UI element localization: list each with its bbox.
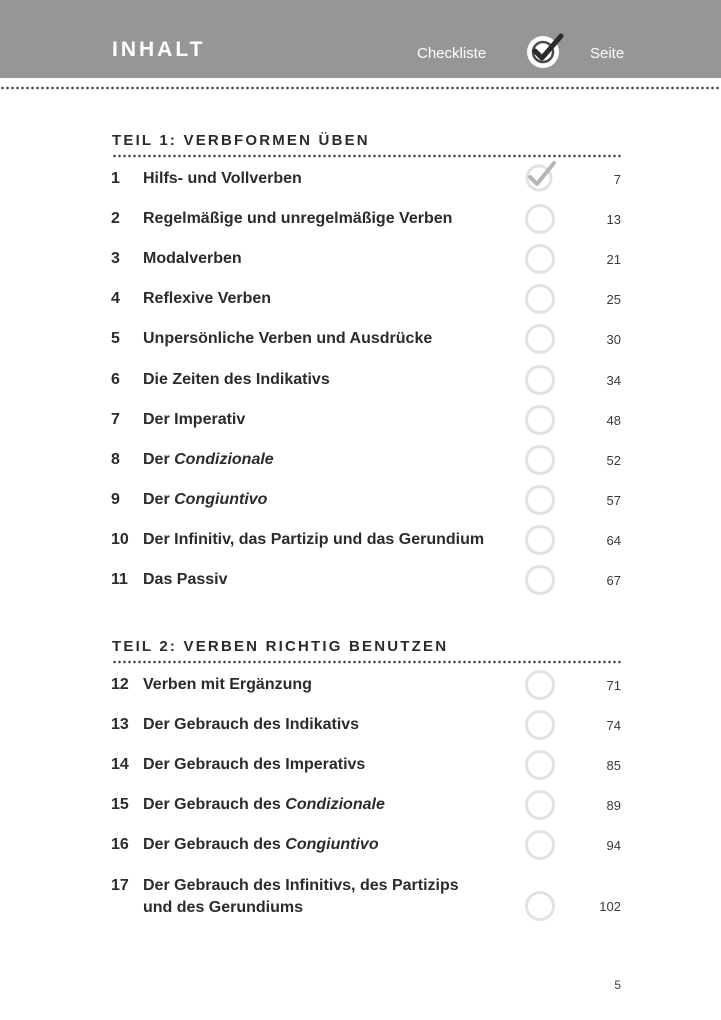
entry-page-number: 25 bbox=[606, 292, 621, 308]
checkbox-circle[interactable] bbox=[525, 670, 555, 700]
checkbox-circle[interactable] bbox=[525, 830, 555, 860]
entry-title-text: Regelmäßige und unregelmäßige Verben bbox=[143, 210, 453, 228]
entry-title-text: Reflexive Verben bbox=[143, 290, 272, 308]
entry-number: 14 bbox=[111, 756, 129, 774]
checkbox-circle[interactable] bbox=[525, 244, 555, 274]
entry-title bbox=[143, 569, 503, 591]
checkbox-circle[interactable] bbox=[525, 405, 555, 435]
checkbox-circle[interactable] bbox=[525, 565, 555, 595]
entry-number: 6 bbox=[111, 370, 120, 388]
entry-page-number: 30 bbox=[606, 332, 621, 348]
entry-number: 17 bbox=[111, 876, 129, 894]
entry-title bbox=[143, 328, 503, 350]
entry-number: 3 bbox=[111, 250, 120, 268]
entry-title-text: Der bbox=[143, 490, 175, 508]
entry-title bbox=[143, 449, 503, 471]
entry-page-number: 21 bbox=[606, 252, 621, 268]
entry-title bbox=[143, 875, 503, 919]
entry-number: 2 bbox=[111, 210, 120, 228]
entry-title-italic: Condizionale bbox=[285, 796, 385, 814]
entry-title bbox=[143, 714, 503, 736]
entry-page-number: 48 bbox=[606, 412, 621, 428]
header-check-icon bbox=[521, 28, 567, 74]
entry-title-text: Der Imperativ bbox=[143, 410, 246, 428]
checkbox-circle[interactable] bbox=[525, 365, 555, 395]
entry-number: 15 bbox=[111, 796, 129, 814]
entry-number: 7 bbox=[111, 410, 120, 428]
header-seite-label: Seite bbox=[590, 45, 625, 62]
header-title: INHALT bbox=[112, 38, 206, 61]
entry-title-italic: Congiuntivo bbox=[285, 836, 379, 854]
header-bar bbox=[0, 0, 721, 78]
entry-title bbox=[143, 754, 503, 776]
entry-title-text: Die Zeiten des Indikativs bbox=[143, 370, 330, 388]
checkbox-circle[interactable] bbox=[525, 790, 555, 820]
entry-number: 10 bbox=[111, 530, 129, 548]
footer-page-number: 5 bbox=[614, 978, 621, 992]
entry-title-text: Der Infinitiv, das Partizip und das Gerundium bbox=[143, 530, 485, 548]
entry-title bbox=[143, 674, 503, 696]
entry-title-line2: und des Gerundiums bbox=[143, 898, 304, 916]
entry-number: 12 bbox=[111, 676, 129, 693]
section-divider bbox=[112, 660, 622, 664]
entry-title-text: Der Gebrauch des bbox=[143, 836, 286, 854]
checkbox-circle[interactable] bbox=[525, 324, 555, 354]
entry-page-number: 52 bbox=[606, 452, 621, 468]
checkbox-circle[interactable] bbox=[525, 284, 555, 314]
entry-page-number: 74 bbox=[606, 718, 621, 734]
entry-number: 8 bbox=[111, 450, 120, 468]
entry-title bbox=[143, 489, 503, 511]
entry-title-text: Verben mit Ergänzung bbox=[143, 676, 312, 693]
entry-title bbox=[143, 409, 503, 431]
entry-page-number: 94 bbox=[606, 838, 621, 854]
entry-page-number: 64 bbox=[606, 532, 621, 548]
entry-page-number: 7 bbox=[613, 172, 621, 187]
entry-page-number: 67 bbox=[606, 573, 621, 588]
entry-page-number: 89 bbox=[606, 798, 621, 814]
entry-title-text: Unpersönliche Verben und Ausdrücke bbox=[143, 330, 433, 348]
entry-title bbox=[143, 248, 503, 270]
entry-title bbox=[143, 369, 503, 391]
entry-title-italic: Condizionale bbox=[174, 450, 274, 468]
entry-page-number: 102 bbox=[599, 898, 621, 914]
entry-title-text: Der Gebrauch des Imperativs bbox=[143, 756, 366, 774]
entry-title-text: Der Gebrauch des bbox=[143, 796, 286, 814]
checked-checkbox-icon[interactable] bbox=[521, 158, 557, 194]
checkbox-circle[interactable] bbox=[525, 204, 555, 234]
entry-title bbox=[143, 288, 503, 310]
entry-title-text: Der bbox=[143, 450, 175, 468]
entry-title bbox=[143, 168, 503, 190]
entry-page-number: 34 bbox=[606, 372, 621, 388]
entry-number: 9 bbox=[111, 490, 120, 508]
entry-title bbox=[143, 794, 503, 816]
entry-number: 4 bbox=[111, 290, 120, 308]
checkbox-circle[interactable] bbox=[525, 750, 555, 780]
entry-title bbox=[143, 834, 503, 856]
entry-title bbox=[143, 208, 503, 230]
entry-page-number: 71 bbox=[606, 678, 621, 693]
checkbox-circle[interactable] bbox=[525, 485, 555, 515]
entry-title-text: Das Passiv bbox=[143, 571, 228, 588]
section-title: TEIL 1: VERBFORMEN ÜBEN bbox=[112, 132, 370, 149]
entry-number: 5 bbox=[111, 330, 120, 348]
entry-page-number: 57 bbox=[606, 492, 621, 508]
checkbox-circle[interactable] bbox=[525, 891, 555, 921]
header-divider bbox=[0, 86, 721, 90]
entry-number: 16 bbox=[111, 836, 129, 854]
entry-title-text: Der Gebrauch des Indikativs bbox=[143, 716, 360, 734]
header-checkliste-label: Checkliste bbox=[417, 45, 487, 62]
entry-number: 13 bbox=[111, 716, 129, 734]
entry-number: 1 bbox=[111, 170, 120, 187]
entry-page-number: 13 bbox=[606, 212, 621, 228]
checkbox-circle[interactable] bbox=[525, 525, 555, 555]
section-title: TEIL 2: VERBEN RICHTIG BENUTZEN bbox=[112, 638, 449, 655]
entry-title bbox=[143, 529, 503, 551]
entry-title-text: Hilfs- und Vollverben bbox=[143, 170, 302, 187]
entry-title-italic: Congiuntivo bbox=[174, 490, 268, 508]
checkbox-circle[interactable] bbox=[525, 710, 555, 740]
entry-page-number: 85 bbox=[606, 758, 621, 774]
entry-title-text: Modalverben bbox=[143, 250, 242, 268]
entry-number: 11 bbox=[111, 571, 128, 588]
checkbox-circle[interactable] bbox=[525, 445, 555, 475]
entry-title-text: Der Gebrauch des Infinitivs, des Partizips bbox=[143, 876, 459, 894]
